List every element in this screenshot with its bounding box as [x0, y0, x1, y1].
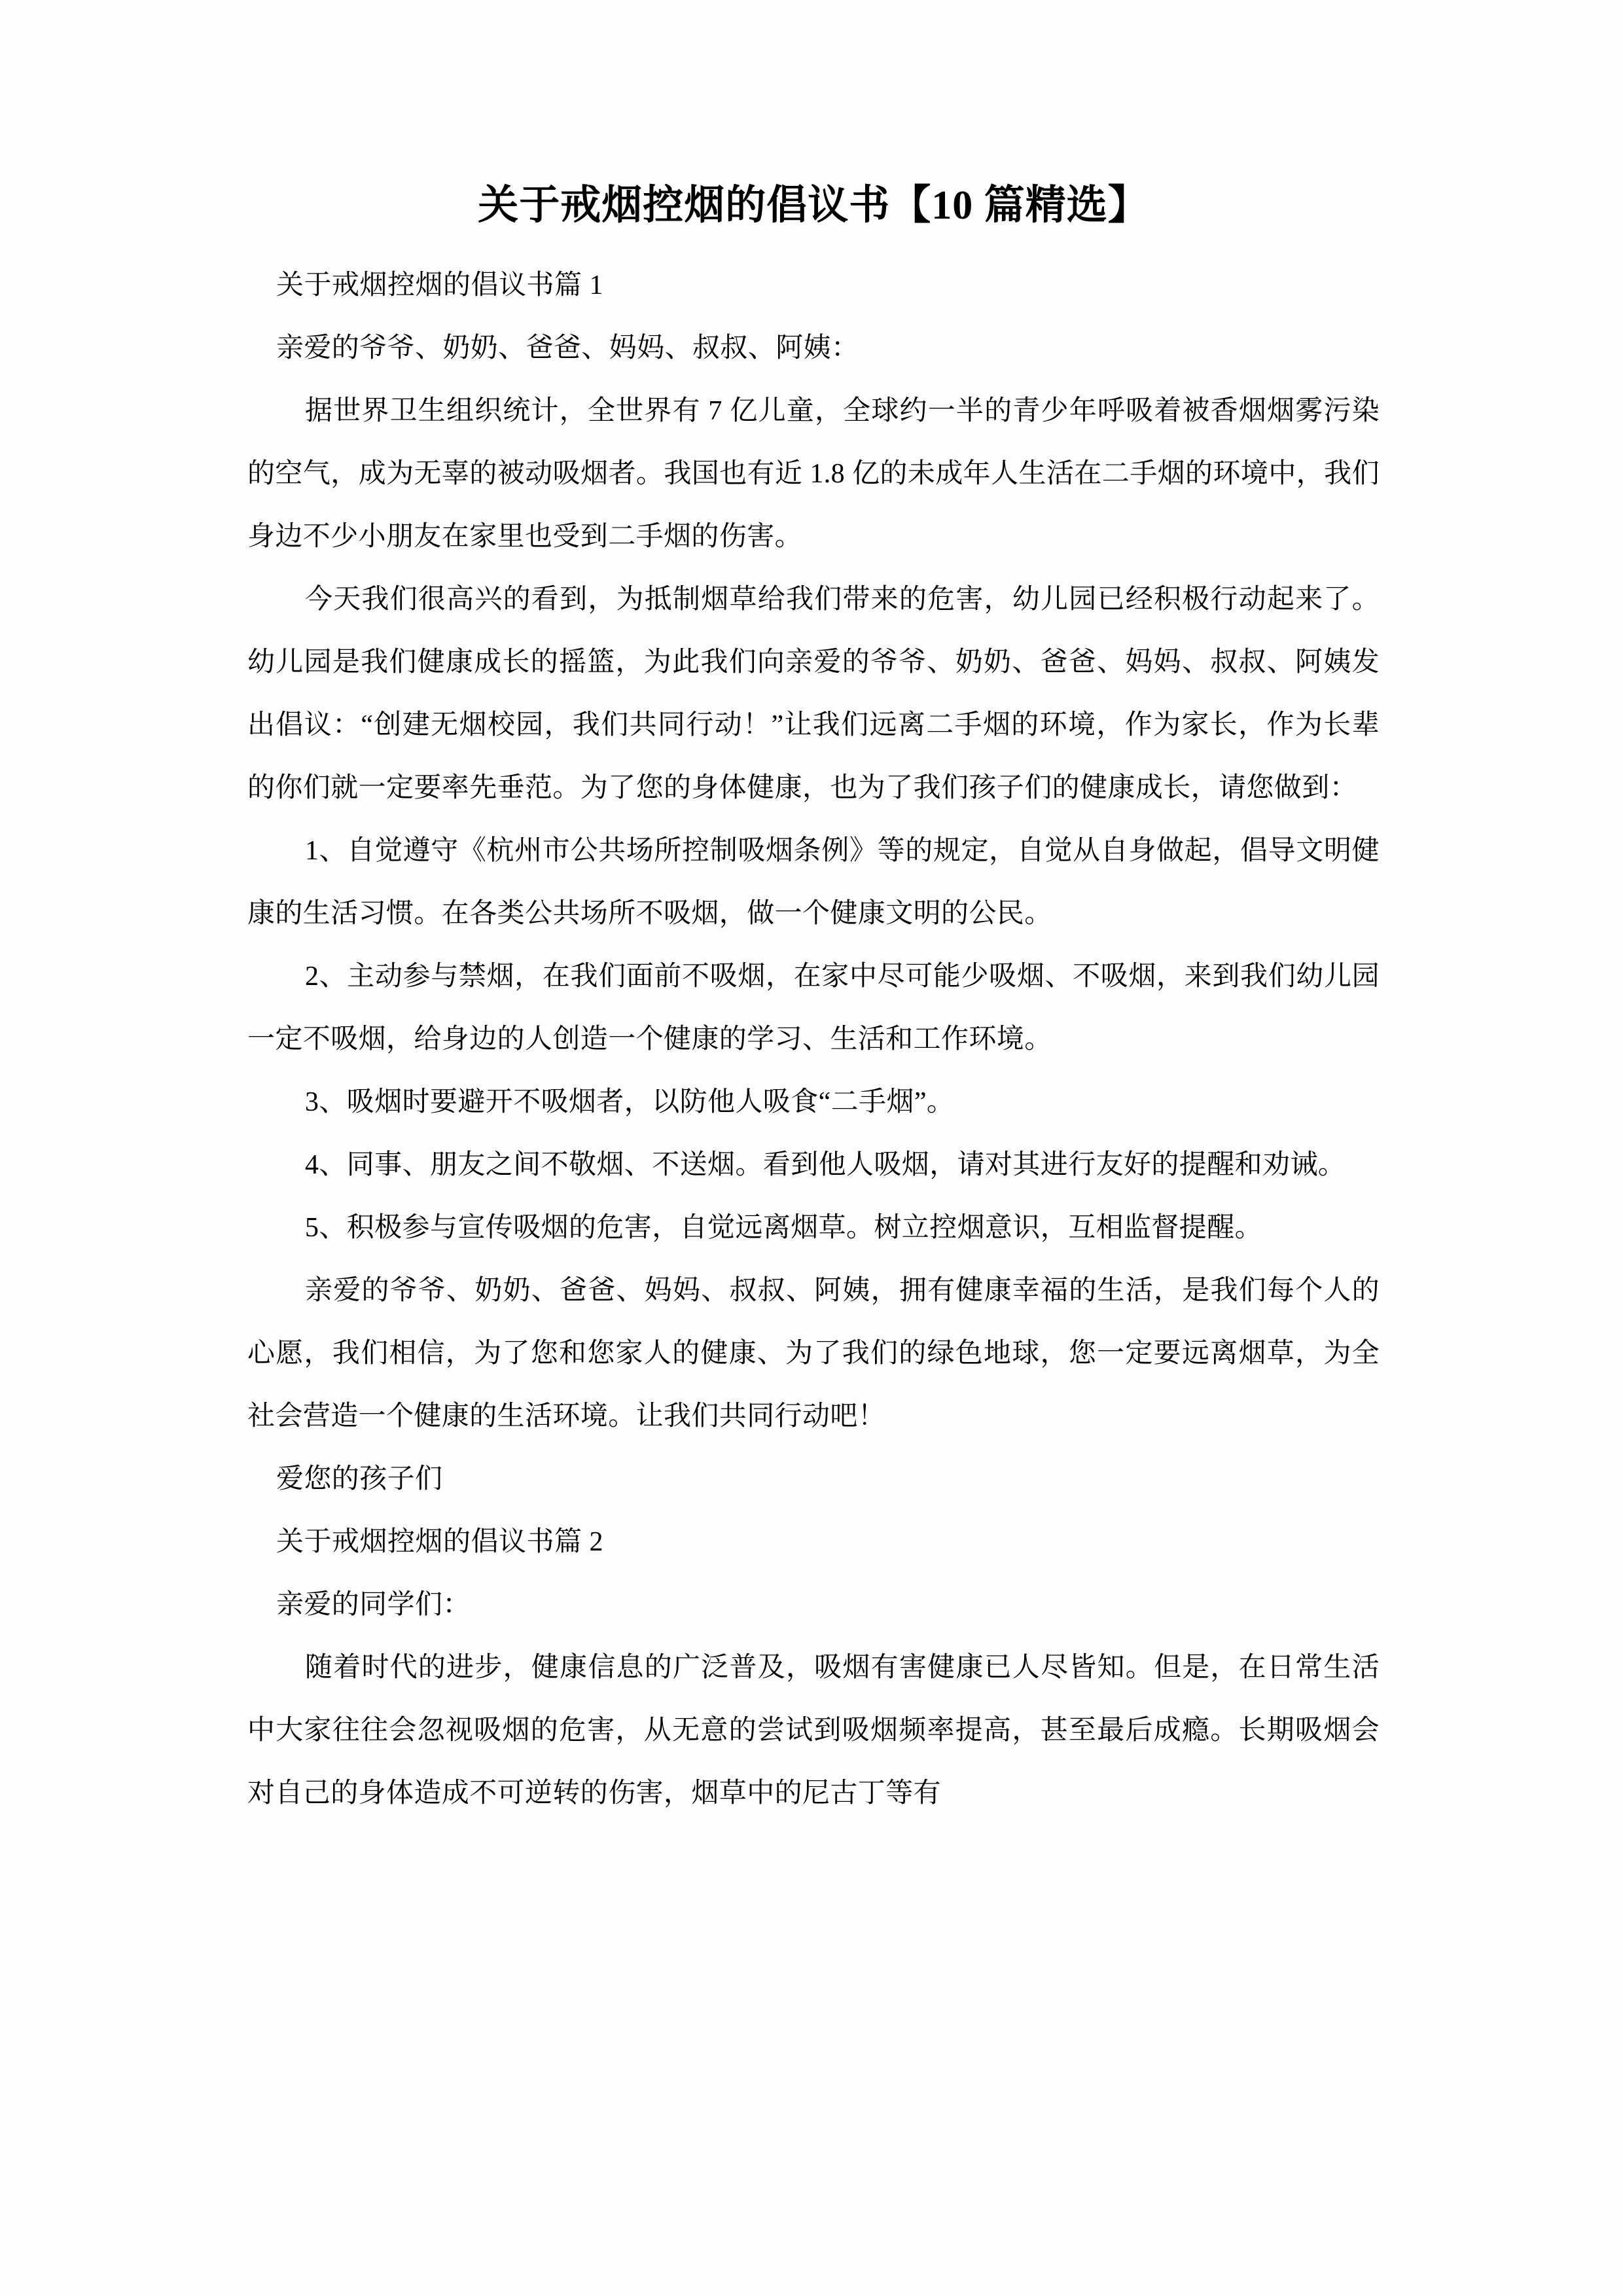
- body-paragraph: 2、主动参与禁烟，在我们面前不吸烟，在家中尽可能少吸烟、不吸烟，来到我们幼儿园一定不吸烟，给身边的人创造一个健康的学习、生活和工作环境。: [247, 961, 1380, 1054]
- body-paragraph: 5、积极参与宣传吸烟的危害，自觉远离烟草。树立控烟意识，互相监督提醒。: [305, 1212, 1263, 1243]
- body-paragraph: 今天我们很高兴的看到，为抵制烟草给我们带来的危害，幼儿园已经积极行动起来了。幼儿园是我们健康成长的摇篮，为此我们向亲爱的爷爷、奶奶、爸爸、妈妈、叔叔、阿姨发出倡议：“创建无烟校园，我们共同行动！”让我们远离二手烟的环境，作为家长，作为长辈的你们就一定要率先垂范。为了您的身体健康，也为了我们孩子们的健康成长，请您做到：: [247, 584, 1380, 803]
- body-paragraph: 亲爱的爷爷、奶奶、爸爸、妈妈、叔叔、阿姨：: [276, 332, 859, 363]
- section-heading: 关于戒烟控烟的倡议书篇 2: [276, 1526, 604, 1557]
- document-body: [247, 181, 1380, 1825]
- document-block-list: [247, 254, 1380, 1825]
- body-paragraph: 亲爱的同学们：: [276, 1589, 471, 1620]
- body-paragraph: 随着时代的进步，健康信息的广泛普及，吸烟有害健康已人尽皆知。但是，在日常生活中大家往往会忽视吸烟的危害，从无意的尝试到吸烟频率提高，甚至最后成瘾。长期吸烟会对自己的身体造成不可逆转的伤害，烟草中的尼古丁等有: [247, 1652, 1380, 1808]
- section-heading: 关于戒烟控烟的倡议书篇 1: [276, 270, 604, 300]
- page-title: 关于戒烟控烟的倡议书【10 篇精选】: [478, 183, 1149, 228]
- body-paragraph: 据世界卫生组织统计，全世界有 7 亿儿童，全球约一半的青少年呼吸着被香烟烟雾污染的空气，成为无辜的被动吸烟者。我国也有近 1.8 亿的未成年人生活在二手烟的环境中，我们身边不少小朋友在家里也受到二手烟的伤害。: [247, 395, 1380, 552]
- body-paragraph: 4、同事、朋友之间不敬烟、不送烟。看到他人吸烟，请对其进行友好的提醒和劝诫。: [305, 1149, 1346, 1180]
- body-paragraph: 1、自觉遵守《杭州市公共场所控制吸烟条例》等的规定，自觉从自身做起，倡导文明健康的生活习惯。在各类公共场所不吸烟，做一个健康文明的公民。: [247, 835, 1380, 929]
- body-paragraph: 爱您的孩子们: [276, 1463, 443, 1494]
- body-paragraph: 3、吸烟时要避开不吸烟者，以防他人吸食“二手烟”。: [305, 1086, 955, 1117]
- body-paragraph: 亲爱的爷爷、奶奶、爸爸、妈妈、叔叔、阿姨，拥有健康幸福的生活，是我们每个人的心愿，我们相信，为了您和您家人的健康、为了我们的绿色地球，您一定要远离烟草，为全社会营造一个健康的生活环境。让我们共同行动吧！: [247, 1275, 1380, 1431]
